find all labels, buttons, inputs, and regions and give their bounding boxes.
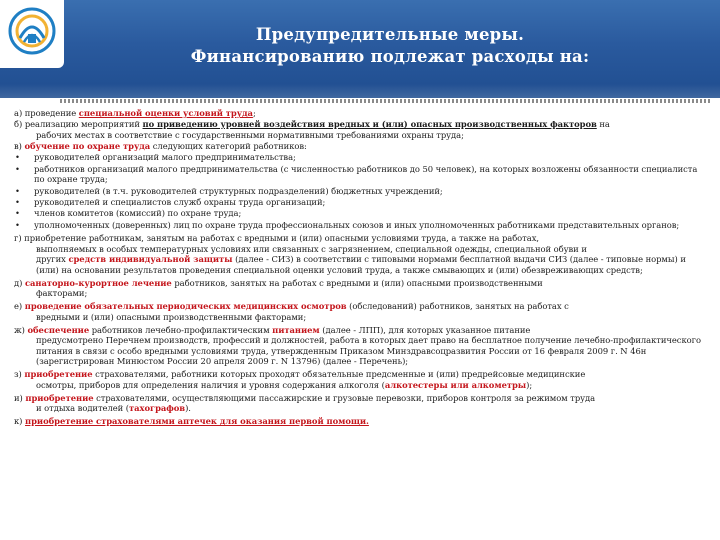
item-b [14,119,710,140]
item-zh-highlight: обеспечение [27,324,90,335]
title-line-2: Финансированию подлежат расходы на: [190,47,590,66]
item-z-highlight: приобретение [24,369,93,380]
item-z-highlight-2: алкотестеры или алкометры [384,379,527,390]
item-a-highlight: специальной оценки условий труда [78,108,253,118]
bullet-icon: • [15,163,20,174]
title-banner [0,0,720,98]
item-d-text: д) [14,277,25,288]
item-i-highlight: приобретение [25,392,94,403]
title-line-1: Предупредительные меры. [255,25,525,44]
item-a-text: а) проведение [14,108,79,118]
list-item [14,197,710,208]
list-item [14,208,710,219]
item-i-end: ). [185,403,191,414]
item-d-line-2: факторами; [36,288,88,299]
bullet-icon: • [15,152,20,163]
item-v-end: следующих категорий работников: [150,140,307,151]
list-item [14,186,710,197]
item-b-end: на [596,119,610,130]
item-k-text: к) [14,415,26,426]
bullet-icon: • [15,185,20,196]
item-g-end: (далее - СИЗ) в соответствии с типовыми нормами бесплатной выдачи СИЗ (далее - типовые нормы) и (или) на основании результатов проведения специальной оценки условий труда, а также смывающих и (или) обезвреживающих средств; [36,254,686,276]
item-z [14,369,710,390]
item-z-text: з) [14,369,25,380]
dotted-divider [60,99,710,103]
list-item [14,164,710,185]
item-g-highlight: средств индивидуальной защиты [68,254,233,265]
document-body [14,108,710,429]
item-zh-highlight-2: питанием [272,324,320,335]
item-e-text: е) [14,301,25,312]
bullet-icon: • [15,219,20,230]
banner-fade [0,84,720,98]
item-e [14,301,710,322]
item-d-end: работников, занятых на работах с вредными и (или) опасными производственными [171,277,543,288]
item-z-line-2: осмотры, приборов для определения наличия и уровня содержания алкоголя ( [36,379,385,390]
item-zh-text: ж) [14,324,28,335]
item-g-line-1: г) приобретение работникам, занятым на работах с вредными и (или) опасными условиями труда, а также на работах, [14,233,539,244]
item-g-text: других [36,254,69,265]
page-title [80,24,700,68]
logo [0,0,64,68]
item-z-end: ); [526,379,533,390]
item-i [14,393,710,414]
item-i-mid: страхователями, осуществляющими пассажирские и грузовые перевозки, приборов контроля за режимом труда [93,392,596,403]
item-e-highlight: проведение обязательных периодических медицинских осмотров [24,301,347,312]
item-a-end: ; [252,108,256,118]
item-v-text: в) [14,140,25,151]
item-v-highlight: обучение по охране труда [24,140,151,151]
list-item-text: руководителей организаций малого предпринимательства; [34,152,296,163]
bullet-icon: • [15,196,20,207]
item-g-line-2: выполняемых в особых температурных условиях или связанных с загрязнением, специальной одежды, специальной обуви и [36,243,587,254]
list-item [14,220,710,231]
item-zh-line-2: предусмотрено Перечнем производств, профессий и должностей, работа в которых дает право на бесплатное получение лечебно-профилактического питания в связи с особо вредными условиями труда, утвержденным Приказом Минздравсоцразвития России от 16 февраля 2009 г. N 46н (зарегистрирован Минюстом России 20 апреля 2009 г. N 13796) (далее - Перечень); [36,335,701,367]
item-e-line-2: вредными и (или) опасными производственными факторами; [36,311,307,322]
list-item-text: работников организаций малого предпринимательства (с численностью работников до 50 человек), на которых возложены обязанности специалиста по охране труда; [34,163,698,185]
item-k-highlight: приобретение страхователями аптечек для оказания первой помощи. [25,415,369,426]
item-d-highlight: санаторно-курортное лечение [24,277,172,288]
item-v [14,141,710,152]
item-zh-end: (далее - ЛПП), для которых указанное питание [319,324,531,335]
list-item-text: руководителей (в т.ч. руководителей структурных подразделений) бюджетных учреждений; [34,185,443,196]
fss-emblem-icon [6,4,58,62]
item-e-end: (обследований) работников, занятых на работах с [346,301,569,312]
item-b-highlight: по приведению уровней воздействия вредных и (или) опасных производственных факторов [142,119,597,130]
item-a [14,108,710,119]
item-z-mid: страхователями, работники которых проходят обязательные предсменные и (или) предрейсовые медицинские [92,369,586,380]
list-item-text: уполномоченных (доверенных) лиц по охране труда профессиональных союзов и иных уполномоченных работниками представительных органов; [34,219,680,230]
item-i-highlight-2: тахографов [129,403,186,414]
list-item-text: членов комитетов (комиссий) по охране труда; [34,208,242,219]
item-k [14,416,710,427]
list-item-text: руководителей и специалистов служб охраны труда организаций; [34,196,326,207]
item-d [14,278,710,299]
item-b-line-2: рабочих местах в соответствие с государственными нормативными требованиями охраны труда; [36,129,464,140]
item-zh [14,325,710,367]
item-zh-mid: работников лечебно-профилактическим [89,324,273,335]
item-i-line-2: и отдыха водителей ( [36,403,129,414]
item-b-text: б) реализацию мероприятий [14,119,143,130]
bullet-icon: • [15,208,20,219]
item-g [14,233,710,275]
item-i-text: и) [14,392,26,403]
list-item [14,152,710,163]
